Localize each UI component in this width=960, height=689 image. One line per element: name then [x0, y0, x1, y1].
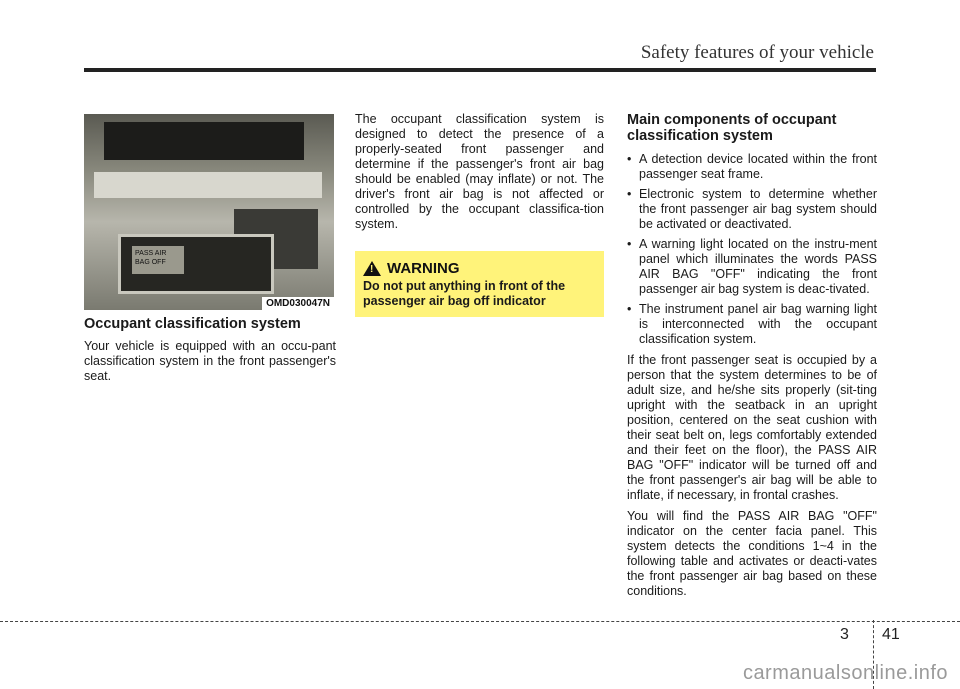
list-item: • A warning light located on the instru-ment panel which illuminates the words PASS AIR BAG "OFF" indicating the front passenger air bag system is deac-tivated. [627, 237, 877, 297]
center-facia-photo [84, 114, 334, 310]
header-rule [84, 68, 876, 72]
list-item: • Electronic system to determine whether the front passenger air bag system should be activated or deactivated. [627, 187, 877, 232]
column-right [627, 112, 877, 605]
list-item: • The instrument panel air bag warning light is interconnected with the occupant classification system. [627, 302, 877, 347]
warning-text: Do not put anything in front of the passenger air bag off indicator [363, 279, 566, 308]
heading-main-components: Main components of occupant classification system [627, 112, 837, 144]
paragraph-description: The occupant classification system is designed to detect the presence of a properly-seated front passenger and determine if the passenger's front air bag should be enabled (may inflate) or not. The driver's front air bag is not affected or controlled by the occupant classifica-tion system. [355, 112, 604, 231]
figure-caption: OMD030047N [262, 297, 334, 310]
chapter-number: 3 [840, 626, 849, 643]
warning-header [363, 258, 460, 278]
components-list [627, 152, 877, 347]
warning-triangle-icon: ! [363, 261, 381, 276]
page-number-value: 41 [882, 626, 900, 643]
paragraph-adult-occupant: If the front passenger seat is occupied by a person that the system determines to be of adult size, and he/she sits properly (sit-ting upright with the seatback in an upright position, centered on the seat cushion with their seat belt on, legs comfortably extended and their feet on the floor), the PASS AIR BAG "OFF" indicator will be turned off and the front passenger's air bag will be able to inflate, if necessary, in frontal crashes. [627, 353, 877, 502]
column-left [84, 316, 336, 384]
section-title: Safety features of your vehicle [640, 42, 874, 63]
column-middle [355, 112, 604, 232]
list-item: • A detection device located within the front passenger seat frame. [627, 152, 877, 182]
heading-occupant-classification: Occupant classification system [84, 316, 301, 332]
warning-box [355, 251, 604, 317]
footer-rule [0, 621, 960, 622]
photo-cd-slot [104, 122, 304, 160]
paragraph-indicator-location: You will find the PASS AIR BAG "OFF" indicator on the center facia panel. This system detects the conditions 1~4 in the following table and activates or deacti-vates the front passenger air bag based on these conditions. [627, 509, 877, 598]
airbag-indicator: PASS AIR BAG OFF [132, 246, 184, 274]
warning-title: WARNING [387, 259, 460, 277]
watermark: carmanualsonline.info [742, 662, 948, 684]
paragraph-intro: Your vehicle is equipped with an occu-pant classification system in the front passenger's seat. [84, 339, 336, 383]
photo-panel [94, 172, 322, 198]
